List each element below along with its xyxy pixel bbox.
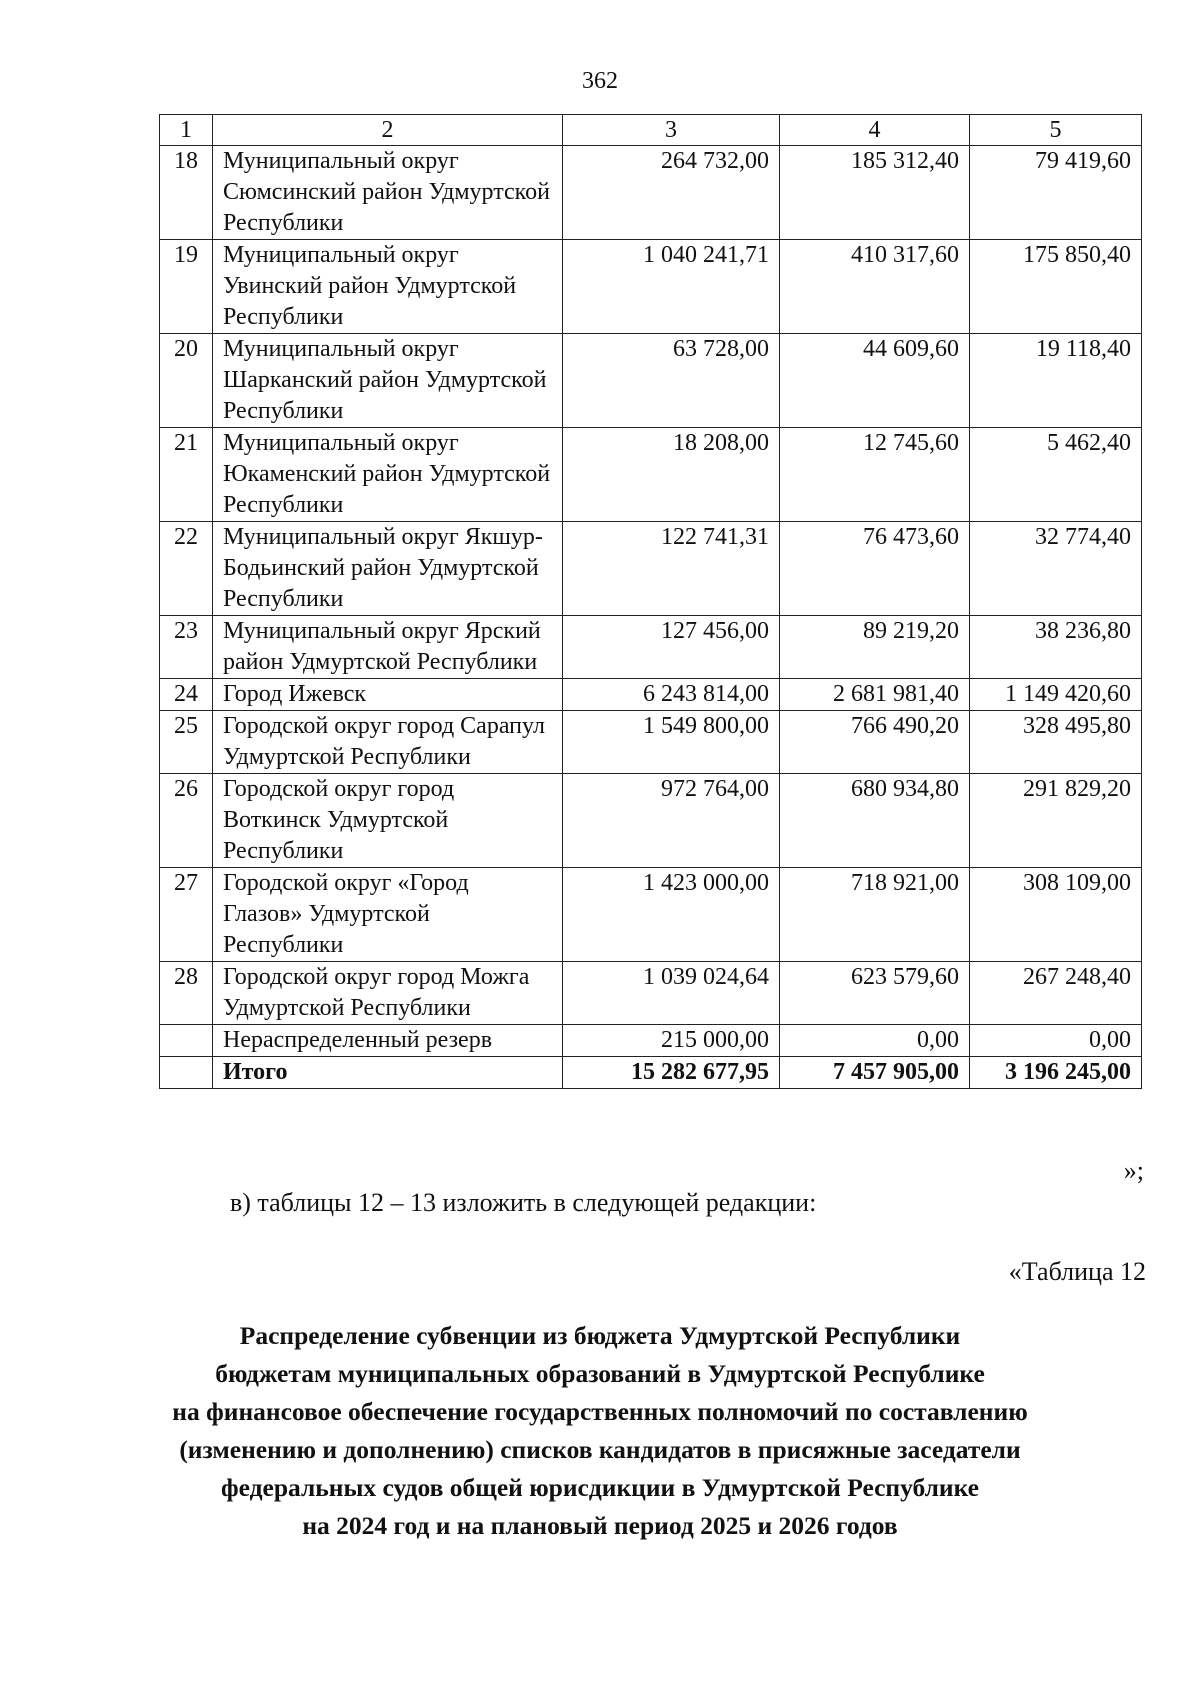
col4-value-cell: 718 921,00 — [780, 868, 970, 962]
subvention-table — [159, 114, 1142, 1089]
col5-value-cell: 3 196 245,00 — [970, 1057, 1142, 1089]
row-number-cell: 24 — [160, 679, 213, 711]
col4-value-cell: 76 473,60 — [780, 522, 970, 616]
closing-quote: »; — [1123, 1156, 1144, 1185]
col3-value-cell: 1 423 000,00 — [563, 868, 780, 962]
table-row — [160, 522, 1142, 616]
table-row — [160, 616, 1142, 679]
col4-value-cell: 623 579,60 — [780, 962, 970, 1025]
title-line: (изменению и дополнению) списков кандидатов в присяжные заседатели — [179, 1435, 1021, 1464]
col5-value-cell: 5 462,40 — [970, 428, 1142, 522]
municipality-name-cell: Муниципальный округ Ярский район Удмуртской Республики — [213, 616, 563, 679]
municipality-name-cell: Городской округ «Город Глазов» Удмуртской Республики — [213, 868, 563, 962]
row-number-cell: 23 — [160, 616, 213, 679]
col5-value-cell: 175 850,40 — [970, 240, 1142, 334]
row-number-cell: 21 — [160, 428, 213, 522]
col5-value-cell: 291 829,20 — [970, 774, 1142, 868]
municipality-name-cell: Муниципальный округ Сюмсинский район Удмуртской Республики — [213, 146, 563, 240]
page-number: 362 — [582, 68, 618, 94]
col5-value-cell: 308 109,00 — [970, 868, 1142, 962]
table-row — [160, 240, 1142, 334]
col3-value-cell: 1 549 800,00 — [563, 711, 780, 774]
col4-value-cell: 0,00 — [780, 1025, 970, 1057]
col4-value-cell: 185 312,40 — [780, 146, 970, 240]
header-cell: 2 — [213, 115, 563, 146]
row-number-cell: 22 — [160, 522, 213, 616]
col5-value-cell: 267 248,40 — [970, 962, 1142, 1025]
col3-value-cell: 18 208,00 — [563, 428, 780, 522]
header-cell: 5 — [970, 115, 1142, 146]
title-line: бюджетам муниципальных образований в Удмуртской Республике — [215, 1359, 985, 1388]
table-label: «Таблица 12 — [1008, 1257, 1146, 1286]
col3-value-cell: 215 000,00 — [563, 1025, 780, 1057]
header-cell: 4 — [780, 115, 970, 146]
table-row — [160, 334, 1142, 428]
col3-value-cell: 127 456,00 — [563, 616, 780, 679]
col3-value-cell: 15 282 677,95 — [563, 1057, 780, 1089]
title-line: на 2024 год и на плановый период 2025 и 2026 годов — [302, 1511, 898, 1540]
col4-value-cell: 89 219,20 — [780, 616, 970, 679]
row-number-cell — [160, 1025, 213, 1057]
table-total-row — [160, 1057, 1142, 1089]
table-row — [160, 679, 1142, 711]
col4-value-cell: 680 934,80 — [780, 774, 970, 868]
col3-value-cell: 264 732,00 — [563, 146, 780, 240]
table-row — [160, 774, 1142, 868]
municipality-name-cell: Итого — [213, 1057, 563, 1089]
amendment-paragraph: в) таблицы 12 – 13 изложить в следующей редакции: — [230, 1188, 817, 1217]
table-header-row — [160, 115, 1142, 146]
col3-value-cell: 972 764,00 — [563, 774, 780, 868]
col5-value-cell: 0,00 — [970, 1025, 1142, 1057]
municipality-name-cell: Городской округ город Можга Удмуртской Республики — [213, 962, 563, 1025]
col5-value-cell: 79 419,60 — [970, 146, 1142, 240]
row-number-cell: 20 — [160, 334, 213, 428]
col5-value-cell: 328 495,80 — [970, 711, 1142, 774]
municipality-name-cell: Муниципальный округ Якшур-Бодьинский район Удмуртской Республики — [213, 522, 563, 616]
row-number-cell — [160, 1057, 213, 1089]
table-row — [160, 146, 1142, 240]
table-body — [160, 115, 1142, 1089]
col5-value-cell: 38 236,80 — [970, 616, 1142, 679]
col3-value-cell: 63 728,00 — [563, 334, 780, 428]
row-number-cell: 28 — [160, 962, 213, 1025]
title-line: Распределение субвенции из бюджета Удмуртской Республики — [239, 1321, 961, 1350]
table-title — [0, 1317, 1200, 1545]
col4-value-cell: 766 490,20 — [780, 711, 970, 774]
municipality-name-cell: Городской округ город Воткинск Удмуртской Республики — [213, 774, 563, 868]
row-number-cell: 18 — [160, 146, 213, 240]
table-row — [160, 711, 1142, 774]
table-row — [160, 1025, 1142, 1057]
col3-value-cell: 122 741,31 — [563, 522, 780, 616]
row-number-cell: 26 — [160, 774, 213, 868]
municipality-name-cell: Муниципальный округ Юкаменский район Удмуртской Республики — [213, 428, 563, 522]
table-row — [160, 962, 1142, 1025]
municipality-name-cell: Город Ижевск — [213, 679, 563, 711]
table-row — [160, 868, 1142, 962]
municipality-name-cell: Муниципальный округ Увинский район Удмуртской Республики — [213, 240, 563, 334]
row-number-cell: 19 — [160, 240, 213, 334]
col4-value-cell: 410 317,60 — [780, 240, 970, 334]
col5-value-cell: 32 774,40 — [970, 522, 1142, 616]
col3-value-cell: 1 039 024,64 — [563, 962, 780, 1025]
col4-value-cell: 7 457 905,00 — [780, 1057, 970, 1089]
header-cell: 3 — [563, 115, 780, 146]
title-line: федеральных судов общей юрисдикции в Удмуртской Республике — [220, 1473, 979, 1502]
title-line: на финансовое обеспечение государственных полномочий по составлению — [172, 1397, 1028, 1426]
municipality-name-cell: Городской округ город Сарапул Удмуртской Республики — [213, 711, 563, 774]
row-number-cell: 25 — [160, 711, 213, 774]
header-cell: 1 — [160, 115, 213, 146]
municipality-name-cell: Нераспределенный резерв — [213, 1025, 563, 1057]
col4-value-cell: 2 681 981,40 — [780, 679, 970, 711]
municipality-name-cell: Муниципальный округ Шарканский район Удмуртской Республики — [213, 334, 563, 428]
table-row — [160, 428, 1142, 522]
col4-value-cell: 12 745,60 — [780, 428, 970, 522]
col5-value-cell: 19 118,40 — [970, 334, 1142, 428]
col3-value-cell: 6 243 814,00 — [563, 679, 780, 711]
col3-value-cell: 1 040 241,71 — [563, 240, 780, 334]
col5-value-cell: 1 149 420,60 — [970, 679, 1142, 711]
col4-value-cell: 44 609,60 — [780, 334, 970, 428]
row-number-cell: 27 — [160, 868, 213, 962]
